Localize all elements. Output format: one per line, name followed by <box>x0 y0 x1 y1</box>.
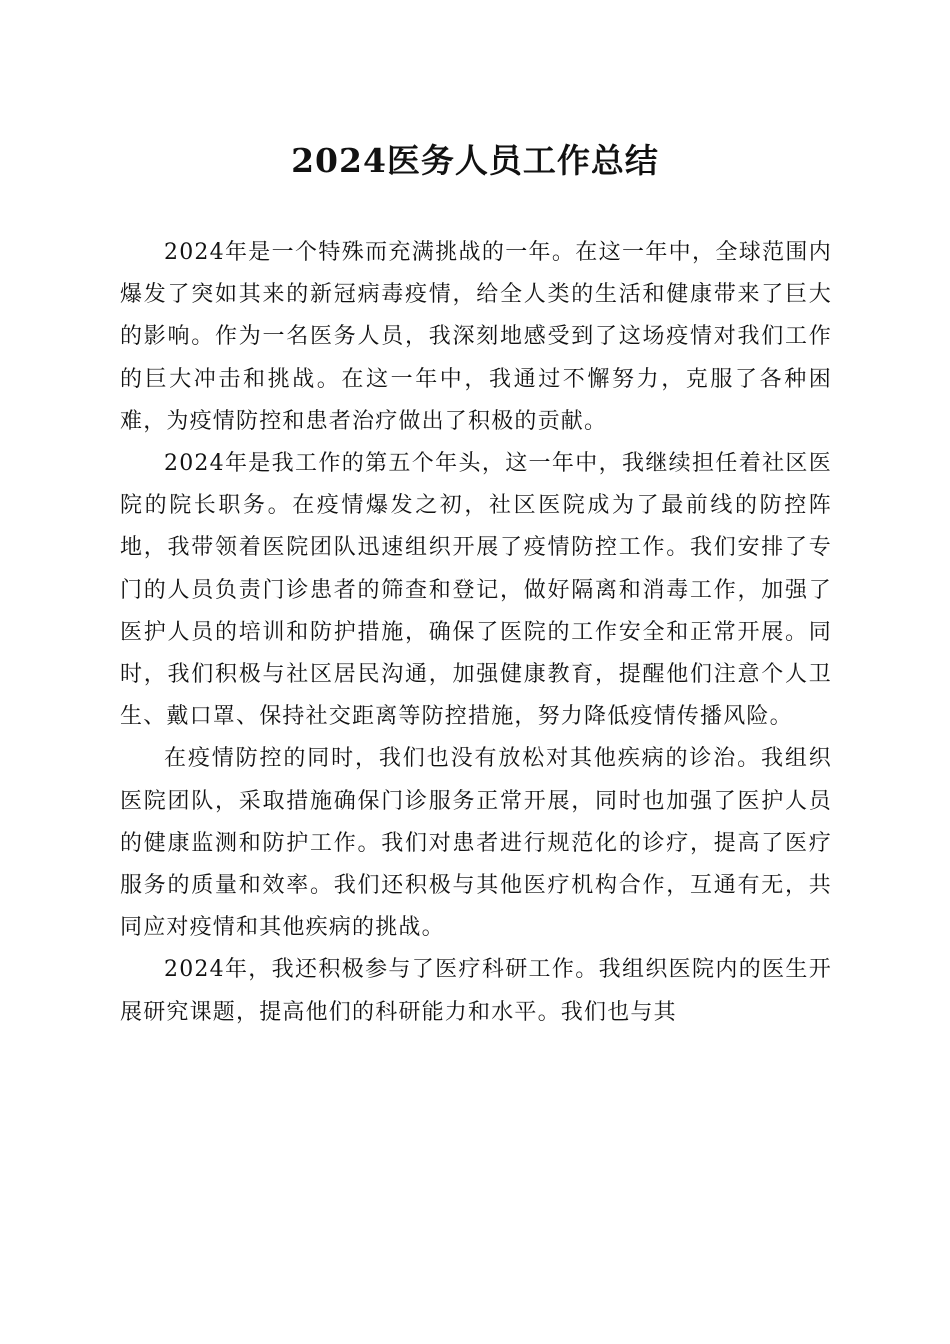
paragraph-2: 2024年是我工作的第五个年头，这一年中，我继续担任着社区医院的院长职务。在疫情爆发之初，社区医院成为了最前线的防控阵地，我带领着医院团队迅速组织开展了疫情防控工作。我们安排了专门的人员负责门诊患者的筛查和登记，做好隔离和消毒工作，加强了医护人员的培训和防护措施，确保了医院的工作安全和正常开展。同时，我们积极与社区居民沟通，加强健康教育，提醒他们注意个人卫生、戴口罩、保持社交距离等防控措施，努力降低疫情传播风险。 <box>120 451 832 730</box>
paragraph-3: 在疫情防控的同时，我们也没有放松对其他疾病的诊治。我组织医院团队，采取措施确保门诊服务正常开展，同时也加强了医护人员的健康监测和防护工作。我们对患者进行规范化的诊疗，提高了医疗服务的质量和效率。我们还积极与其他医疗机构合作，互通有无，共同应对疫情和其他疾病的挑战。 <box>120 746 832 941</box>
document-body <box>120 232 832 1034</box>
document-title: 2024医务人员工作总结 <box>291 141 659 180</box>
paragraph-4: 2024年，我还积极参与了医疗科研工作。我组织医院内的医生开展研究课题，提高他们的科研能力和水平。我们也与其 <box>120 957 832 1025</box>
paragraph-1: 2024年是一个特殊而充满挑战的一年。在这一年中，全球范围内爆发了突如其来的新冠病毒疫情，给全人类的生活和健康带来了巨大的影响。作为一名医务人员，我深刻地感受到了这场疫情对我们工作的巨大冲击和挑战。在这一年中，我通过不懈努力，克服了各种困难，为疫情防控和患者治疗做出了积极的贡献。 <box>120 240 832 434</box>
